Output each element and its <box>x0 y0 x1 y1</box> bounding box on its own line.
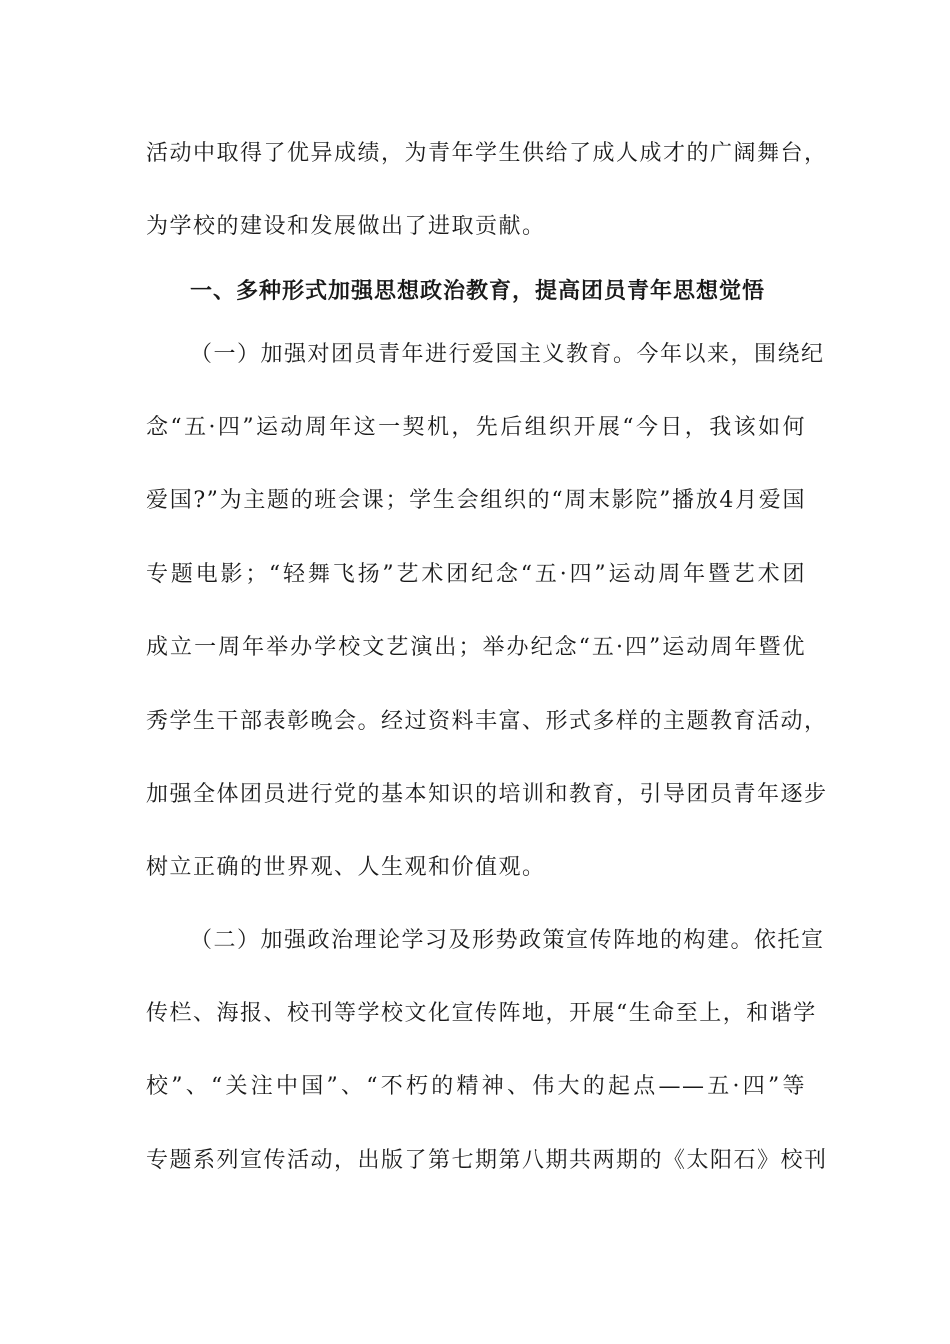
paragraph-line: 秀学生干部表彰晚会。经过资料丰富、形式多样的主题教育活动， <box>146 709 828 734</box>
paragraph-line: 树立正确的世界观、人生观和价值观。 <box>146 855 546 880</box>
paragraph-line: 传栏、海报、校刊等学校文化宣传阵地，开展“生命至上，和谐学 <box>146 1001 817 1026</box>
paragraph-line: 专题电影；“轻舞飞扬”艺术团纪念“五·四”运动周年暨艺术团 <box>146 562 806 587</box>
paragraph-line: 校”、“关注中国”、“不朽的精神、伟大的起点——五·四”等 <box>146 1074 806 1099</box>
paragraph-line: 为学校的建设和发展做出了进取贡献。 <box>146 214 546 239</box>
paragraph-line: 加强全体团员进行党的基本知识的培训和教育，引导团员青年逐步 <box>146 782 828 807</box>
paragraph-line: （一）加强对团员青年进行爱国主义教育。今年以来，围绕纪 <box>190 342 825 367</box>
paragraph-line: 念“五·四”运动周年这一契机，先后组织开展“今日，我该如何 <box>146 415 806 440</box>
paragraph-line: 专题系列宣传活动，出版了第七期第八期共两期的《太阳石》校刊 <box>146 1148 828 1173</box>
paragraph-line: （二）加强政治理论学习及形势政策宣传阵地的构建。依托宣 <box>190 928 825 953</box>
paragraph-line: 活动中取得了优异成绩，为青年学生供给了成人成才的广阔舞台， <box>146 141 828 166</box>
paragraph-line: 爱国?”为主题的班会课；学生会组织的“周末影院”播放4月爱国 <box>146 488 806 513</box>
paragraph-line: 成立一周年举办学校文艺演出；举办纪念“五·四”运动周年暨优 <box>146 635 806 660</box>
section-heading: 一、多种形式加强思想政治教育，提高团员青年思想觉悟 <box>190 278 766 304</box>
